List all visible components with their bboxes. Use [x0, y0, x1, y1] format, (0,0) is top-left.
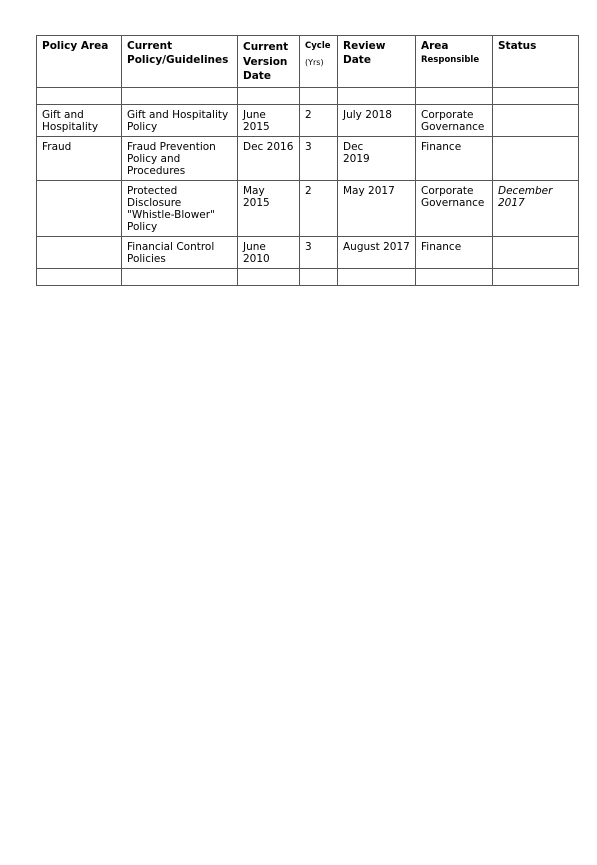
- review-date-cell: Dec 2019: [338, 136, 416, 180]
- header-cycle: [300, 36, 338, 88]
- status-cell: [493, 236, 579, 268]
- policy-cell: Gift and Hospitality Policy: [122, 104, 238, 136]
- area-responsible-cell: Corporate Governance: [416, 104, 493, 136]
- empty-cell: [493, 268, 579, 285]
- empty-cell: [300, 268, 338, 285]
- policy-cell: Fraud Prevention Policy and Procedures: [122, 136, 238, 180]
- table-header-row: [37, 36, 579, 88]
- empty-cell: [122, 87, 238, 104]
- empty-cell: [238, 87, 300, 104]
- policy-area-cell: Gift and Hospitality: [37, 104, 122, 136]
- table-row-empty: [37, 87, 579, 104]
- empty-cell: [37, 268, 122, 285]
- cycle-cell: 3: [300, 136, 338, 180]
- empty-cell: [493, 87, 579, 104]
- review-date-cell: May 2017: [338, 180, 416, 236]
- table-row: [37, 136, 579, 180]
- empty-cell: [416, 87, 493, 104]
- policy-cell: Financial Control Policies: [122, 236, 238, 268]
- empty-cell: [338, 268, 416, 285]
- cycle-cell: 3: [300, 236, 338, 268]
- cycle-cell: 2: [300, 180, 338, 236]
- cycle-cell: 2: [300, 104, 338, 136]
- header-cycle-unit: (Yrs): [305, 58, 324, 67]
- header-area-responsible: [416, 36, 493, 88]
- policy-area-cell: Fraud: [37, 136, 122, 180]
- policy-review-table: [36, 35, 579, 286]
- table-row-empty: [37, 268, 579, 285]
- empty-cell: [122, 268, 238, 285]
- header-review-date: Review Date: [338, 36, 416, 88]
- area-responsible-cell: Finance: [416, 236, 493, 268]
- review-date-cell: August 2017: [338, 236, 416, 268]
- empty-cell: [238, 268, 300, 285]
- status-cell: [493, 104, 579, 136]
- area-responsible-cell: Finance: [416, 136, 493, 180]
- status-cell: December 2017: [493, 180, 579, 236]
- policy-area-cell: [37, 180, 122, 236]
- header-policy-area: Policy Area: [37, 36, 122, 88]
- header-current-version-date: Current Version Date: [238, 36, 300, 88]
- empty-cell: [416, 268, 493, 285]
- version-date-cell: June 2015: [238, 104, 300, 136]
- version-date-cell: Dec 2016: [238, 136, 300, 180]
- header-cycle-label: Cycle: [305, 41, 331, 51]
- review-date-cell: July 2018: [338, 104, 416, 136]
- area-responsible-cell: Corporate Governance: [416, 180, 493, 236]
- table-row: [37, 104, 579, 136]
- header-status: Status: [493, 36, 579, 88]
- header-current-policy: Current Policy/Guidelines: [122, 36, 238, 88]
- policy-cell: Protected Disclosure "Whistle-Blower" Policy: [122, 180, 238, 236]
- empty-cell: [37, 87, 122, 104]
- version-date-cell: June 2010: [238, 236, 300, 268]
- version-date-cell: May 2015: [238, 180, 300, 236]
- status-cell: [493, 136, 579, 180]
- empty-cell: [300, 87, 338, 104]
- header-area-label: Area: [421, 40, 449, 52]
- table-row: [37, 180, 579, 236]
- policy-area-cell: [37, 236, 122, 268]
- empty-cell: [338, 87, 416, 104]
- header-responsible-label: Responsible: [421, 54, 480, 65]
- table-row: [37, 236, 579, 268]
